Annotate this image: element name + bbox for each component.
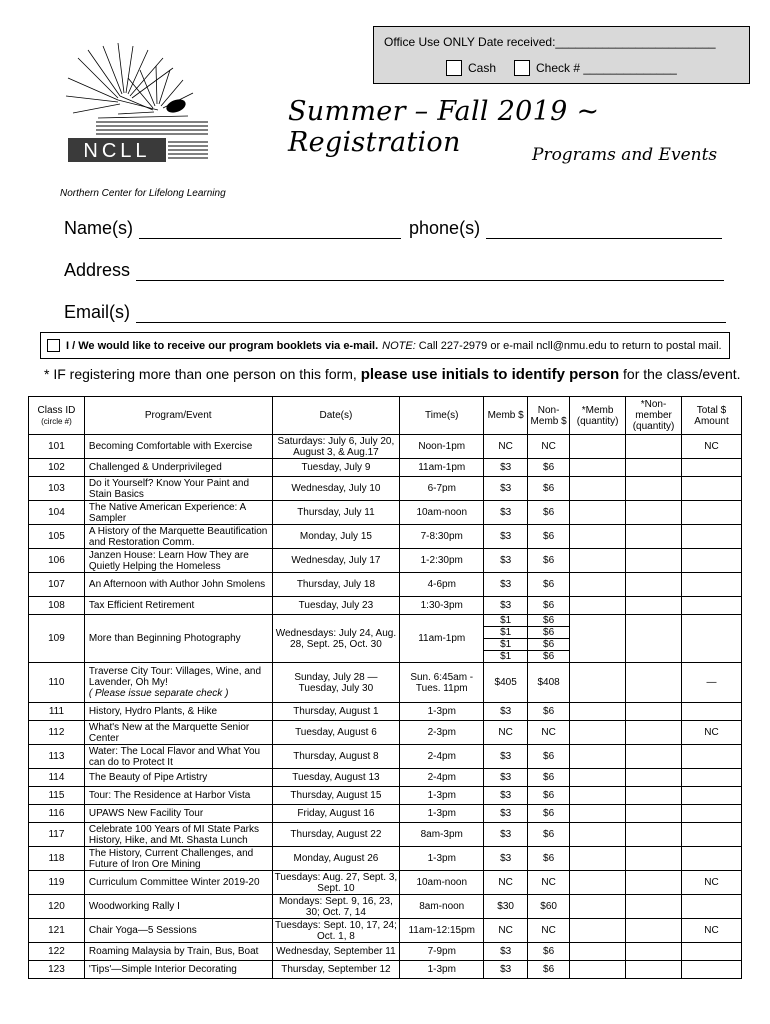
memb-fee: $3 [484, 573, 528, 597]
memb-fee: $405 [484, 663, 528, 703]
program-name: History, Hydro Plants, & Hike [84, 703, 272, 721]
program-name: Water: The Local Flavor and What You can do to Protect It [84, 745, 272, 769]
program-name: Tour: The Residence at Harbor Vista [84, 787, 272, 805]
program-time: 11am-1pm [400, 459, 484, 477]
class-id[interactable]: 120 [29, 895, 85, 919]
table-row [29, 573, 742, 597]
program-dates: Thursday, July 18 [272, 573, 400, 597]
memb-qty-cell[interactable] [570, 663, 626, 703]
total-cell[interactable] [682, 549, 742, 573]
class-id[interactable]: 123 [29, 961, 85, 979]
program-dates: Tuesday, July 23 [272, 597, 400, 615]
nonmemb-qty-cell[interactable] [626, 703, 682, 721]
program-title: Traverse City Tour: Villages, Wine, and Lavender, Oh My! [88, 666, 262, 688]
table-row [29, 919, 742, 943]
table-row [29, 663, 742, 703]
nonmemb-qty-cell[interactable] [626, 919, 682, 943]
nonmemb-qty-cell[interactable] [626, 943, 682, 961]
nonmemb-fee: $6 [528, 459, 570, 477]
table-row [29, 769, 742, 787]
program-dates: Wednesday, July 10 [272, 477, 400, 501]
total-cell[interactable] [682, 525, 742, 549]
program-time: Noon-1pm [400, 435, 484, 459]
table-row [29, 871, 742, 895]
total-cell[interactable] [682, 805, 742, 823]
table-row [29, 435, 742, 459]
memb-qty-cell[interactable] [570, 615, 626, 663]
class-id[interactable]: 122 [29, 943, 85, 961]
program-time: 10am-noon [400, 871, 484, 895]
phone-input[interactable] [486, 219, 722, 239]
memb-qty-cell[interactable] [570, 525, 626, 549]
email-field [64, 302, 726, 323]
class-id[interactable]: 115 [29, 787, 85, 805]
header-times: Time(s) [400, 397, 484, 435]
program-name: 'Tips'—Simple Interior Decorating [84, 961, 272, 979]
total-cell[interactable] [682, 847, 742, 871]
memb-fee: $3 [484, 597, 528, 615]
program-dates: Tuesday, July 9 [272, 459, 400, 477]
cash-checkbox[interactable] [446, 60, 462, 76]
cash-label: Cash [468, 61, 497, 75]
class-id[interactable]: 108 [29, 597, 85, 615]
header-nonmemb-qty: *Non-member (quantity) [626, 397, 682, 435]
table-row [29, 477, 742, 501]
nonmemb-qty-cell[interactable] [626, 769, 682, 787]
header-dates: Date(s) [272, 397, 400, 435]
total-cell[interactable] [682, 477, 742, 501]
nonmemb-fee: $6 [528, 769, 570, 787]
memb-fee: $1 [484, 627, 528, 639]
nonmemb-fee: $6 [528, 477, 570, 501]
program-dates: Tuesday, August 6 [272, 721, 400, 745]
memb-fee: $3 [484, 823, 528, 847]
instr-post: for the class/event. [623, 366, 741, 382]
program-time: 1-3pm [400, 961, 484, 979]
program-name: Celebrate 100 Years of MI State Parks History, Hike, and Mt. Shasta Lunch [84, 823, 272, 847]
table-row [29, 823, 742, 847]
nonmemb-fee: $6 [528, 501, 570, 525]
header-memb-qty: *Memb (quantity) [570, 397, 626, 435]
total-cell[interactable] [682, 459, 742, 477]
nonmemb-qty-cell[interactable] [626, 895, 682, 919]
nonmemb-fee: NC [528, 871, 570, 895]
program-time: 1-2:30pm [400, 549, 484, 573]
memb-fee: $1 [484, 639, 528, 651]
total-cell[interactable] [682, 943, 742, 961]
program-dates: Tuesdays: Aug. 27, Sept. 3, Sept. 10 [272, 871, 400, 895]
table-header-row [29, 397, 742, 435]
program-time: 1-3pm [400, 703, 484, 721]
office-payment-options [446, 60, 677, 76]
program-dates: Sunday, July 28 — Tuesday, July 30 [272, 663, 400, 703]
table-row [29, 943, 742, 961]
nonmemb-qty-cell[interactable] [626, 871, 682, 895]
office-use-box [373, 26, 750, 84]
nonmemb-fee: $6 [528, 847, 570, 871]
nonmemb-fee: $6 [528, 597, 570, 615]
email-optin-checkbox[interactable] [47, 339, 60, 352]
memb-fee: $3 [484, 525, 528, 549]
header-nonmemb: Non-Memb $ [528, 397, 570, 435]
memb-qty-cell[interactable] [570, 871, 626, 895]
program-time: 1:30-3pm [400, 597, 484, 615]
memb-qty-cell[interactable] [570, 823, 626, 847]
program-dates: Thursday, August 1 [272, 703, 400, 721]
nonmemb-qty-cell[interactable] [626, 615, 682, 663]
memb-qty-cell[interactable] [570, 459, 626, 477]
total-cell[interactable] [682, 745, 742, 769]
class-id[interactable]: 106 [29, 549, 85, 573]
total-cell[interactable]: NC [682, 919, 742, 943]
table-row [29, 615, 742, 627]
logo-caption: Northern Center for Lifelong Learning [60, 188, 226, 199]
email-note: Call 227-2979 or e-mail ncll@nmu.edu to return to postal mail. [418, 339, 722, 352]
program-dates: Thursday, September 12 [272, 961, 400, 979]
instr-bold: please use initials to identify person [360, 366, 620, 383]
table-row [29, 459, 742, 477]
header-class-id: Class ID (circle #) [29, 397, 85, 435]
name-label: Name(s) [64, 218, 134, 238]
program-time: 10am-noon [400, 501, 484, 525]
total-cell[interactable]: NC [682, 871, 742, 895]
table-row [29, 549, 742, 573]
total-cell[interactable] [682, 787, 742, 805]
program-dates: Thursday, August 22 [272, 823, 400, 847]
nonmemb-fee: $6 [528, 745, 570, 769]
memb-fee: $3 [484, 769, 528, 787]
memb-qty-cell[interactable] [570, 477, 626, 501]
email-optin-box [40, 332, 730, 359]
ncll-logo [58, 38, 228, 188]
program-name: Tax Efficient Retirement [84, 597, 272, 615]
program-time: 2-4pm [400, 745, 484, 769]
memb-qty-cell[interactable] [570, 573, 626, 597]
nonmemb-fee: $6 [528, 805, 570, 823]
total-cell[interactable] [682, 573, 742, 597]
program-time: 8am-noon [400, 895, 484, 919]
program-dates: Saturdays: July 6, July 20, August 3, & Aug.17 [272, 435, 400, 459]
program-name: The Beauty of Pipe Artistry [84, 769, 272, 787]
nonmemb-fee: $6 [528, 651, 570, 663]
program-time: 7-8:30pm [400, 525, 484, 549]
program-dates: Wednesday, July 17 [272, 549, 400, 573]
memb-fee: $3 [484, 549, 528, 573]
class-id[interactable]: 104 [29, 501, 85, 525]
memb-fee: $3 [484, 745, 528, 769]
program-dates: Wednesdays: July 24, Aug. 28, Sept. 25, Oct. 30 [272, 615, 400, 663]
program-dates: Monday, August 26 [272, 847, 400, 871]
class-id[interactable]: 101 [29, 435, 85, 459]
memb-fee: $3 [484, 787, 528, 805]
email-label: Email(s) [64, 302, 130, 322]
class-id[interactable]: 112 [29, 721, 85, 745]
nonmemb-fee: NC [528, 435, 570, 459]
memb-fee: $3 [484, 459, 528, 477]
total-cell[interactable] [682, 501, 742, 525]
program-name: A History of the Marquette Beautification and Restoration Comm. [84, 525, 272, 549]
memb-fee: NC [484, 919, 528, 943]
memb-fee: $3 [484, 961, 528, 979]
nonmemb-qty-cell[interactable] [626, 847, 682, 871]
program-dates: Friday, August 16 [272, 805, 400, 823]
class-id[interactable]: 105 [29, 525, 85, 549]
class-id[interactable]: 117 [29, 823, 85, 847]
total-cell[interactable] [682, 895, 742, 919]
program-note: ( Please issue separate check ) [88, 688, 229, 699]
nonmemb-qty-cell[interactable] [626, 459, 682, 477]
nonmemb-fee: $6 [528, 943, 570, 961]
nonmemb-qty-cell[interactable] [626, 597, 682, 615]
memb-fee: $1 [484, 615, 528, 627]
memb-fee: $3 [484, 501, 528, 525]
program-name: Challenged & Underprivileged [84, 459, 272, 477]
class-id[interactable]: 102 [29, 459, 85, 477]
memb-fee: $3 [484, 703, 528, 721]
memb-qty-cell[interactable] [570, 919, 626, 943]
total-cell[interactable] [682, 597, 742, 615]
memb-qty-cell[interactable] [570, 501, 626, 525]
program-dates: Thursday, August 15 [272, 787, 400, 805]
nonmemb-qty-cell[interactable] [626, 663, 682, 703]
class-id[interactable]: 114 [29, 769, 85, 787]
nonmemb-fee: NC [528, 721, 570, 745]
instr-pre: * IF registering more than one person on this form, [44, 366, 357, 382]
nonmemb-fee: $6 [528, 823, 570, 847]
initials-instruction [44, 366, 741, 383]
program-name: An Afternoon with Author John Smolens [84, 573, 272, 597]
memb-fee: $1 [484, 651, 528, 663]
nonmemb-qty-cell[interactable] [626, 721, 682, 745]
nonmemb-fee: $6 [528, 573, 570, 597]
memb-fee: $3 [484, 943, 528, 961]
nonmemb-fee: $6 [528, 549, 570, 573]
class-id[interactable]: 116 [29, 805, 85, 823]
total-cell[interactable]: NC [682, 721, 742, 745]
nonmemb-qty-cell[interactable] [626, 573, 682, 597]
program-name: Curriculum Committee Winter 2019-20 [84, 871, 272, 895]
memb-qty-cell[interactable] [570, 435, 626, 459]
nonmemb-fee: $6 [528, 615, 570, 627]
program-name: Janzen House: Learn How They are Quietly Helping the Homeless [84, 549, 272, 573]
program-time: 1-3pm [400, 847, 484, 871]
nonmemb-fee: $6 [528, 961, 570, 979]
class-id[interactable]: 119 [29, 871, 85, 895]
memb-fee: $3 [484, 805, 528, 823]
total-cell[interactable] [682, 823, 742, 847]
program-name: Woodworking Rally I [84, 895, 272, 919]
header-program: Program/Event [84, 397, 272, 435]
memb-qty-cell[interactable] [570, 703, 626, 721]
program-time: 11am-12:15pm [400, 919, 484, 943]
program-dates: Thursday, July 11 [272, 501, 400, 525]
memb-fee: $30 [484, 895, 528, 919]
memb-qty-cell[interactable] [570, 721, 626, 745]
office-date-received: Office Use ONLY Date received:________________________ [384, 35, 716, 49]
program-time: 11am-1pm [400, 615, 484, 663]
registration-table [28, 396, 742, 979]
nonmemb-fee: $6 [528, 703, 570, 721]
address-label: Address [64, 260, 131, 280]
header-class-id-sub: (circle #) [41, 416, 72, 426]
memb-fee: $3 [484, 847, 528, 871]
memb-qty-cell[interactable] [570, 787, 626, 805]
nonmemb-qty-cell[interactable] [626, 435, 682, 459]
program-time: 4-6pm [400, 573, 484, 597]
nonmemb-fee: $408 [528, 663, 570, 703]
total-cell[interactable] [682, 961, 742, 979]
table-row [29, 847, 742, 871]
class-id[interactable]: 113 [29, 745, 85, 769]
header-memb: Memb $ [484, 397, 528, 435]
table-row [29, 721, 742, 745]
memb-fee: NC [484, 721, 528, 745]
program-time: 6-7pm [400, 477, 484, 501]
program-dates: Tuesday, August 13 [272, 769, 400, 787]
program-name: The Native American Experience: A Sampler [84, 501, 272, 525]
total-cell[interactable]: NC [682, 435, 742, 459]
program-name: Do it Yourself? Know Your Paint and Stain Basics [84, 477, 272, 501]
program-dates: Wednesday, September 11 [272, 943, 400, 961]
total-cell[interactable] [682, 615, 742, 663]
nonmemb-qty-cell[interactable] [626, 525, 682, 549]
check-checkbox[interactable] [514, 60, 530, 76]
program-dates: Mondays: Sept. 9, 16, 23, 30; Oct. 7, 14 [272, 895, 400, 919]
nonmemb-fee: $60 [528, 895, 570, 919]
memb-fee: NC [484, 435, 528, 459]
program-name: Chair Yoga—5 Sessions [84, 919, 272, 943]
table-row [29, 895, 742, 919]
memb-qty-cell[interactable] [570, 943, 626, 961]
nonmemb-qty-cell[interactable] [626, 805, 682, 823]
email-note-label: NOTE: [382, 339, 416, 352]
nonmemb-qty-cell[interactable] [626, 501, 682, 525]
class-id[interactable]: 103 [29, 477, 85, 501]
page-subtitle: Programs and Events [532, 145, 718, 165]
class-id[interactable]: 118 [29, 847, 85, 871]
program-time: 8am-3pm [400, 823, 484, 847]
header-total: Total $ Amount [682, 397, 742, 435]
total-cell[interactable]: — [682, 663, 742, 703]
table-row [29, 745, 742, 769]
program-name: More than Beginning Photography [84, 615, 272, 663]
table-row [29, 805, 742, 823]
address-input[interactable] [136, 261, 724, 281]
check-label: Check # ______________ [536, 61, 677, 75]
nonmemb-qty-cell[interactable] [626, 745, 682, 769]
class-id[interactable]: 110 [29, 663, 85, 703]
program-name: The History, Current Challenges, and Future of Iron Ore Mining [84, 847, 272, 871]
memb-fee: $3 [484, 477, 528, 501]
program-name: What's New at the Marquette Senior Center [84, 721, 272, 745]
program-time: 7-9pm [400, 943, 484, 961]
class-id[interactable]: 121 [29, 919, 85, 943]
nonmemb-qty-cell[interactable] [626, 961, 682, 979]
nonmemb-fee: $6 [528, 787, 570, 805]
program-name: Roaming Malaysia by Train, Bus, Boat [84, 943, 272, 961]
class-id[interactable]: 109 [29, 615, 85, 663]
table-row [29, 597, 742, 615]
table-row [29, 525, 742, 549]
memb-qty-cell[interactable] [570, 961, 626, 979]
nonmemb-fee: NC [528, 919, 570, 943]
email-optin-text: I / We would like to receive our program booklets via e-mail. [66, 339, 379, 352]
phone-label: phone(s) [409, 218, 481, 238]
nonmemb-qty-cell[interactable] [626, 787, 682, 805]
program-time: 2-4pm [400, 769, 484, 787]
program-time: 1-3pm [400, 787, 484, 805]
total-cell[interactable] [682, 769, 742, 787]
memb-qty-cell[interactable] [570, 769, 626, 787]
memb-qty-cell[interactable] [570, 549, 626, 573]
nonmemb-fee: $6 [528, 627, 570, 639]
program-time: 1-3pm [400, 805, 484, 823]
table-row [29, 703, 742, 721]
memb-qty-cell[interactable] [570, 745, 626, 769]
page-title: Summer – Fall 2019 ~ Registration [288, 96, 600, 158]
memb-fee: NC [484, 871, 528, 895]
logo-text: NCLL [83, 140, 151, 162]
nonmemb-qty-cell[interactable] [626, 477, 682, 501]
program-time: 2-3pm [400, 721, 484, 745]
program-name: Becoming Comfortable with Exercise [84, 435, 272, 459]
email-input[interactable] [136, 303, 726, 323]
memb-qty-cell[interactable] [570, 895, 626, 919]
nonmemb-qty-cell[interactable] [626, 549, 682, 573]
nonmemb-fee: $6 [528, 525, 570, 549]
name-input[interactable] [139, 219, 401, 239]
total-cell[interactable] [682, 703, 742, 721]
memb-qty-cell[interactable] [570, 805, 626, 823]
program-dates: Thursday, August 8 [272, 745, 400, 769]
table-row [29, 787, 742, 805]
class-id[interactable]: 111 [29, 703, 85, 721]
program-dates: Monday, July 15 [272, 525, 400, 549]
address-field [64, 260, 724, 281]
name-field [64, 218, 722, 239]
program-time: Sun. 6:45am - Tues. 11pm [400, 663, 484, 703]
nonmemb-fee: $6 [528, 639, 570, 651]
memb-qty-cell[interactable] [570, 597, 626, 615]
class-id[interactable]: 107 [29, 573, 85, 597]
table-row [29, 501, 742, 525]
program-name [84, 663, 272, 703]
nonmemb-qty-cell[interactable] [626, 823, 682, 847]
memb-qty-cell[interactable] [570, 847, 626, 871]
table-row [29, 961, 742, 979]
program-name: UPAWS New Facility Tour [84, 805, 272, 823]
program-dates: Tuesdays: Sept. 10, 17, 24; Oct. 1, 8 [272, 919, 400, 943]
